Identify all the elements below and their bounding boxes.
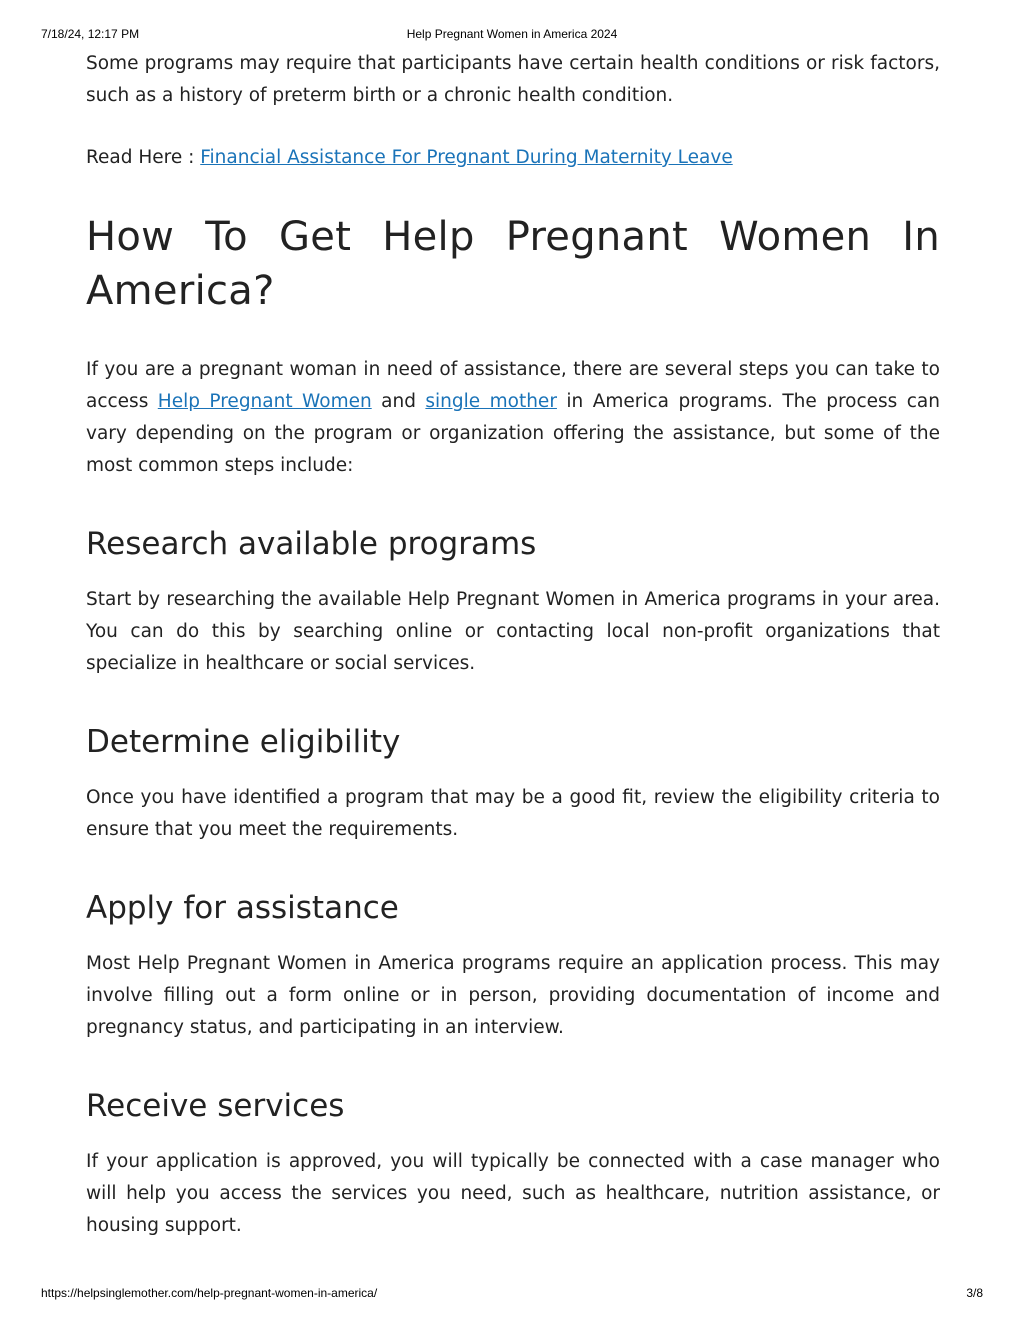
intro-text-3: in America programs. The process can vary depending on the program or organization offering the assistance, but some of the most common steps include: <box>86 391 940 476</box>
read-here-label: Read Here : <box>86 147 201 168</box>
print-footer <box>0 1286 1024 1302</box>
main-heading-line-1: How To Get Help Pregnant Women In <box>86 214 940 260</box>
intro-text-1: If you are a pregnant woman in need of assistance, there are several steps you can take to access <box>86 359 940 412</box>
section-heading-eligibility: Determine eligibility <box>86 724 401 760</box>
print-datetime: 7/18/24, 12:17 PM <box>41 27 140 41</box>
section-heading-receive: Receive services <box>86 1088 345 1124</box>
main-heading-line-2: America? <box>86 268 275 314</box>
single-mother-link[interactable]: single mother <box>425 391 557 412</box>
read-here-line <box>86 142 940 174</box>
section-text-eligibility: Once you have identified a program that may be a good fit, review the eligibility criteria to ensure that you meet the requirements. <box>86 787 940 840</box>
section-text-receive: If your application is approved, you will typically be connected with a case manager who will help you access the services you need, such as healthcare, nutrition assistance, or housing support. <box>86 1151 940 1236</box>
read-here-link[interactable]: Financial Assistance For Pregnant During Maternity Leave <box>200 147 733 168</box>
intro-text-2: and <box>371 391 426 412</box>
intro-paragraph <box>86 354 940 482</box>
print-page-url: https://helpsinglemother.com/help-pregnant-women-in-america/ <box>41 1286 378 1300</box>
section-text-research: Start by researching the available Help Pregnant Women in America programs in your area. You can do this by searching online or contacting local non-profit organizations that specialize in healthcare or social services. <box>86 589 940 674</box>
main-heading <box>86 210 940 318</box>
print-page-number: 3/8 <box>966 1286 983 1300</box>
section-heading-research: Research available programs <box>86 526 537 562</box>
print-header <box>0 27 1024 43</box>
opening-paragraph: Some programs may require that participants have certain health conditions or risk factors, such as a history of preterm birth or a chronic health condition. <box>86 53 940 106</box>
article-body <box>86 48 940 1242</box>
help-pregnant-women-link[interactable]: Help Pregnant Women <box>157 391 372 412</box>
section-text-apply: Most Help Pregnant Women in America programs require an application process. This may involve filling out a form online or in person, providing documentation of income and pregnancy status, and participating in an interview. <box>86 953 940 1038</box>
section-heading-apply: Apply for assistance <box>86 890 399 926</box>
print-page-title: Help Pregnant Women in America 2024 <box>406 27 618 41</box>
